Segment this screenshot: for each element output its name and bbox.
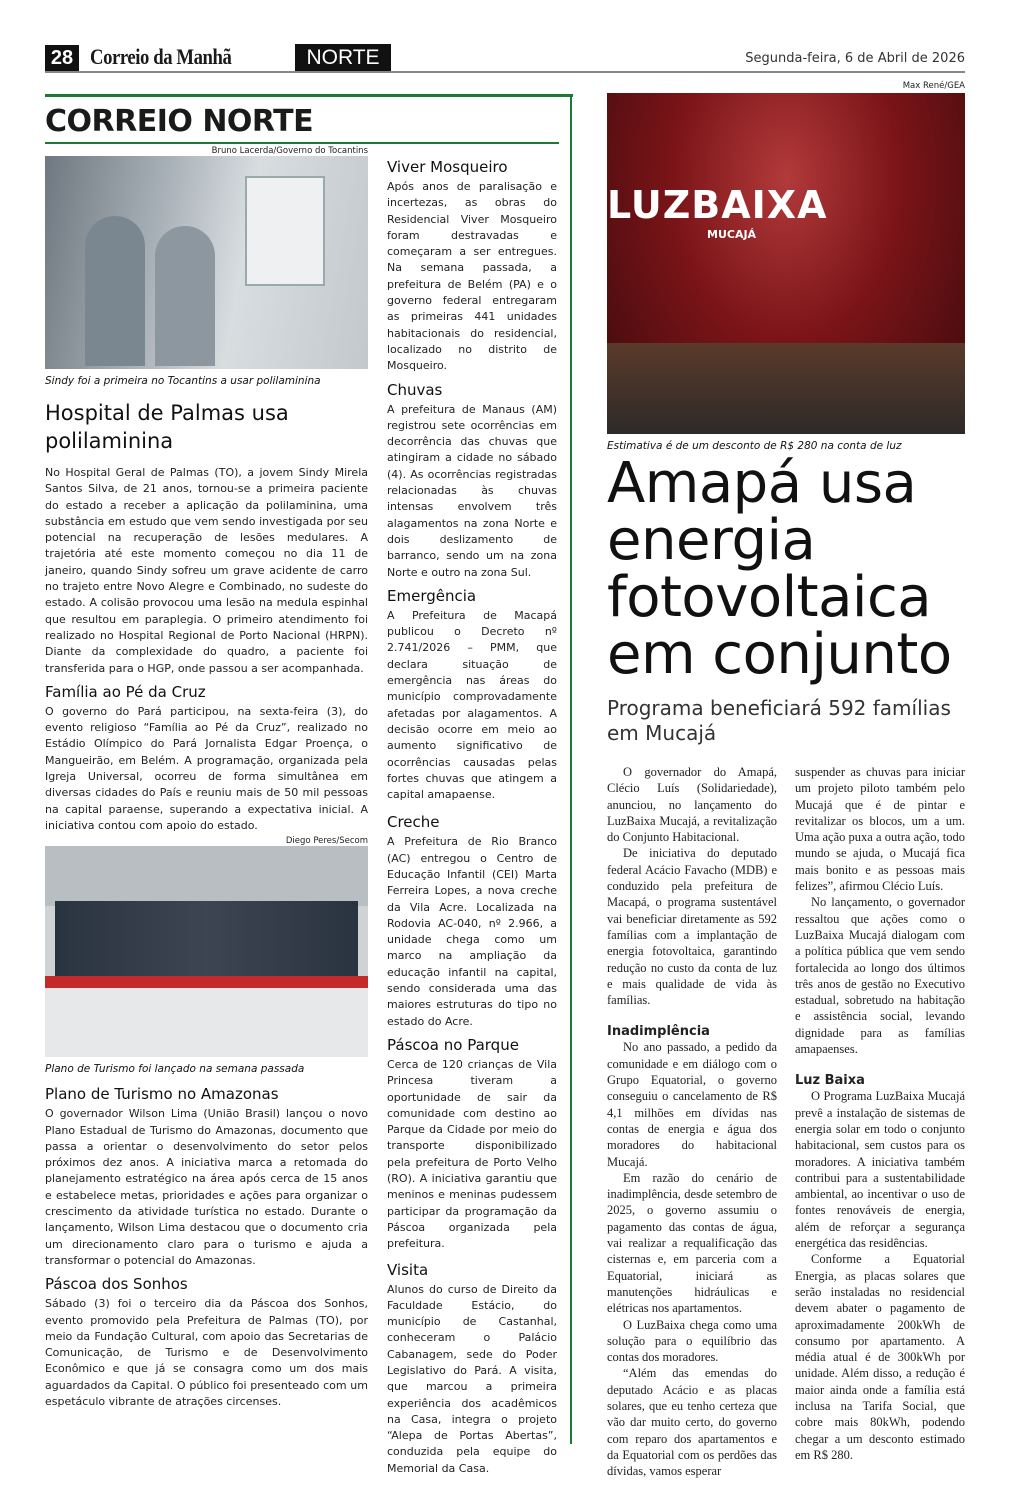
green-rule-under-kicker bbox=[45, 142, 559, 144]
section-label: NORTE bbox=[295, 44, 391, 72]
brief-title: Páscoa no Parque bbox=[387, 1035, 519, 1054]
header-rule bbox=[45, 71, 965, 73]
brief-body: A Prefeitura de Rio Branco (AC) entregou o Centro de Educação Infantil (CEI) Marta Ferreira Lopes, a nova creche da Vila Acre. Localizada na Rodovia AC-040, nº 2.966, a unidade chega como um marco na ampliação da educação infantil na capital, sendo considerada uma das maiores estruturas do tipo no estado do Acre. bbox=[387, 835, 557, 1028]
brief bbox=[387, 381, 557, 581]
subsection-body: O governo do Pará participou, na sexta-feira (3), do evento religioso “Família ao Pé da Cruz”, realizado no Estádio Olímpico do Pará Jornalista Edgar Proença, o Mangueirão, em Belém. A programação, organizada pela Igreja Universal, ocorreu de forma simultânea em diversas cidades do País e reuniu mais de 50 mil pessoas na capital paraense, superando a expectativa inicial. A iniciativa contou com apoio do estado. bbox=[45, 704, 368, 832]
paragraph: “Além das emendas do deputado Acácio e as placas solares, que eu tenho certeza que vão dar muito certo, do governo com reparo dos apartamentos e da Equatorial com os perdões das dívidas, vamos esperar bbox=[607, 1366, 777, 1479]
brief bbox=[387, 1261, 557, 1478]
issue-date: Segunda-feira, 6 de Abril de 2026 bbox=[745, 51, 965, 66]
photo-credit: Diego Peres/Secom bbox=[285, 836, 368, 847]
paragraph: No ano passado, a pedido da comunidade e em diálogo com o Grupo Equatorial, o governo conseguiu o cancelamento de R$ 4,1 milhões em dívidas nas contas de energia e água dos moradores do habitacional Mucajá. bbox=[607, 1040, 777, 1169]
photo-caption: Sindy foi a primeira no Tocantins a usar polilaminina bbox=[45, 375, 321, 387]
article-column-1 bbox=[607, 764, 777, 1479]
photo-caption: Estimativa é de um desconto de R$ 280 na conta de luz bbox=[607, 440, 902, 452]
photo-caption: Plano de Turismo foi lançado na semana passada bbox=[45, 1063, 305, 1076]
page-number: 28 bbox=[45, 45, 79, 71]
brief bbox=[387, 158, 557, 375]
brief bbox=[387, 813, 557, 1030]
brief-body: Cerca de 120 crianças de Vila Princesa tiveram a oportunidade de sair da comunidade com destino ao Parque da Cidade por meio do transporte disponibilizado pela prefeitura de Porto Velho (RO). A iniciativa garantiu que meninos e meninas pudessem participar da programação da Páscoa organizada pela prefeitura. bbox=[387, 1057, 557, 1251]
article-title: Hospital de Palmas usa polilaminina bbox=[45, 401, 289, 453]
subhead: Luz Baixa bbox=[795, 1073, 865, 1089]
hospital-photo bbox=[45, 156, 368, 369]
paragraph: De iniciativa do deputado federal Acácio Favacho (MDB) e conduzido pela prefeitura de Macapá, o programa sustentável vai beneficiar diretamente as 592 famílias com a implantação de energia fotovoltaica, garantindo redução no custo da conta de luz e mais qualidade de vida às famílias. bbox=[607, 846, 777, 1008]
brief-body: Após anos de paralisação e incertezas, as obras do Residencial Viver Mosqueiro foram destravadas e começaram a ser entregues. Na semana passada, a prefeitura de Belém (PA) e o governo federal entregaram as primeiras 441 unidades habitacionais do residencial, localizado no distrito de Mosqueiro. bbox=[387, 180, 557, 373]
brief-body: A prefeitura de Manaus (AM) registrou sete ocorrências em decorrência das chuvas que atingiram a cidade no sábado (4). As ocorrências registradas relacionadas às chuvas intensas envolvem três alagamentos na zona Norte e dois deslizamento de barranco, sendo um na zona Norte e outro na zona Sul. bbox=[387, 402, 557, 579]
brief-body: A Prefeitura de Macapá publicou o Decreto nº 2.741/2026 – PMM, que declara situação de emergência nas áreas do município comprovadamente afetadas por alagamentos. A decisão ocorre em meio ao aumento significativo de ocorrências causadas pelas fortes chuvas que atingem a capital amapaense. bbox=[387, 608, 557, 802]
brief-title: Visita bbox=[387, 1260, 429, 1279]
tourism-plan-photo bbox=[45, 846, 368, 1057]
left-column bbox=[45, 146, 368, 1410]
subhead: Inadimplência bbox=[607, 1024, 710, 1040]
headline: Amapá usa energia fotovoltaica em conjunto bbox=[607, 451, 952, 687]
brief-body: Alunos do curso de Direito da Faculdade Estácio, do município de Castanhal, conheceram o Palácio Cabanagem, sede do Poder Legislativo do Pará. A visita, que marcou a primeira experiência dos acadêmicos na Casa, integra o projeto “Alepa de Portas Abertas”, conduzida pela equipe do Memorial da Casa. bbox=[387, 1282, 557, 1475]
photo-sign: LUZBAIXA bbox=[607, 183, 828, 227]
subsection-body: O governador Wilson Lima (União Brasil) lançou o novo Plano Estadual de Turismo do Amazonas, documento que passa a orientar o desenvolvimento do setor pelos próximos dez anos. A iniciativa marca a retomada do planejamento estratégico na área após cerca de 15 anos e estabelece metas, prioridades e ações para organizar o crescimento da atividade turística no estado. Durante o lançamento, Wilson Lima destacou que o documento cria um direcionamento claro para o turismo e ajuda a transformar o potencial do Amazonas. bbox=[45, 1107, 368, 1267]
paragraph: O LuzBaixa chega como uma solução para o equilíbrio das contas dos moradores. bbox=[607, 1317, 777, 1365]
green-rule-top bbox=[45, 94, 573, 97]
green-rule-vertical bbox=[570, 94, 572, 1444]
middle-column bbox=[387, 152, 557, 1477]
brief-title: Viver Mosqueiro bbox=[387, 158, 508, 176]
paragraph: Conforme a Equatorial Energia, as placas solares que serão instaladas no residencial devem abater o pagamento de aproximadamente 200kWh de consumo por apartamento. A média atual é de 300kWh por unidade. Além disso, a redução é maior ainda onde a família está inclusa na Tarifa Social, que cobre mais 80kWh, podendo chegar a um desconto estimado em R$ 280. bbox=[795, 1252, 965, 1462]
photo-credit: Max René/GEA bbox=[902, 81, 965, 91]
brief bbox=[387, 587, 557, 804]
article-column-2 bbox=[795, 764, 965, 1463]
paragraph: suspender as chuvas para iniciar um projeto piloto também pelo Mucajá que é de pintar e revitalizar os blocos, um a um. Uma ação puxa a outra ação, todo mundo se ajuda, o Mucajá fica mais bonito e as pessoas mais felizes”, afirmou Clécio Luís. bbox=[795, 765, 965, 894]
brief-title: Chuvas bbox=[387, 380, 443, 399]
subsection-body: Sábado (3) foi o terceiro dia da Páscoa dos Sonhos, evento promovido pela Prefeitura de Palmas (TO), por meio da Fundação Cultural, com apoio das Secretarias de Comunicação, de Turismo e de Desenvolvimento Econômico e que já se consagra como um dos mais aguardados da Capital. O público foi presenteado com um espetáculo vibrante de atrações circenses. bbox=[45, 1297, 368, 1408]
photo-sign-sub: MUCAJÁ bbox=[707, 228, 757, 241]
paragraph: No lançamento, o governador ressaltou que ações como o LuzBaixa Mucajá dialogam com a política pública que vem sendo fortalecida ao longo dos últimos três anos de gestão no Executivo estadual, sobretudo na habitação e assistência social, levando dignidade para as famílias amapaenses. bbox=[795, 895, 965, 1057]
brief-title: Creche bbox=[387, 813, 440, 832]
deck: Programa beneficiará 592 famílias em Mucajá bbox=[607, 696, 951, 745]
subsection-title: Família ao Pé da Cruz bbox=[45, 682, 206, 701]
section-kicker: CORREIO NORTE bbox=[45, 104, 314, 139]
subsection-title: Plano de Turismo no Amazonas bbox=[45, 1085, 279, 1104]
subsection-title: Páscoa dos Sonhos bbox=[45, 1275, 188, 1294]
event-photo bbox=[607, 93, 965, 434]
brief-title: Emergência bbox=[387, 586, 477, 605]
photo-credit: Bruno Lacerda/Governo do Tocantins bbox=[211, 146, 368, 156]
brief bbox=[387, 1036, 557, 1253]
newspaper-name: Correio da Manhã bbox=[90, 44, 232, 69]
paragraph: O governador do Amapá, Clécio Luís (Solidariedade), anunciou, no lançamento do LuzBaixa Mucajá, a revitalização do Conjunto Habitacional. bbox=[607, 765, 777, 845]
article-body: No Hospital Geral de Palmas (TO), a jovem Sindy Mirela Santos Silva, de 21 anos, tornou-se a primeira paciente do estado a receber a aplicação da polilaminina, uma substância em estudo que vem sendo investigada por seu potencial na recuperação de lesões medulares. A trajetória até este momento começou no dia 11 de janeiro, quando Sindy sofreu um grave acidente de carro no trajeto entre Novo Alegre e Combinado, no sudeste do estado. A colisão provocou uma lesão na medula espinhal que resultou em paraplegia. O primeiro atendimento foi realizado no Hospital Regional de Porto Nacional (HRPN). Diante da complexidade do quadro, a paciente foi transferida para o HGP, onde passou a ser acompanhada. bbox=[45, 466, 368, 675]
paragraph: Em razão do cenário de inadimplência, desde setembro de 2025, o governo assumiu o pagamento das contas de água, vai realizar a requalificação das cisternas e, em parceria com a Equatorial, iniciará as manutenções hidráulicas e elétricas nos apartamentos. bbox=[607, 1170, 777, 1316]
paragraph: O Programa LuzBaixa Mucajá prevê a instalação de sistemas de energia solar em todo o conjunto habitacional, sem custos para os moradores. A iniciativa também contribui para a sustentabilidade ambiental, ao incentivar o uso de fontes renováveis de energia, além de reforçar a segurança energética das residências. bbox=[795, 1089, 965, 1251]
